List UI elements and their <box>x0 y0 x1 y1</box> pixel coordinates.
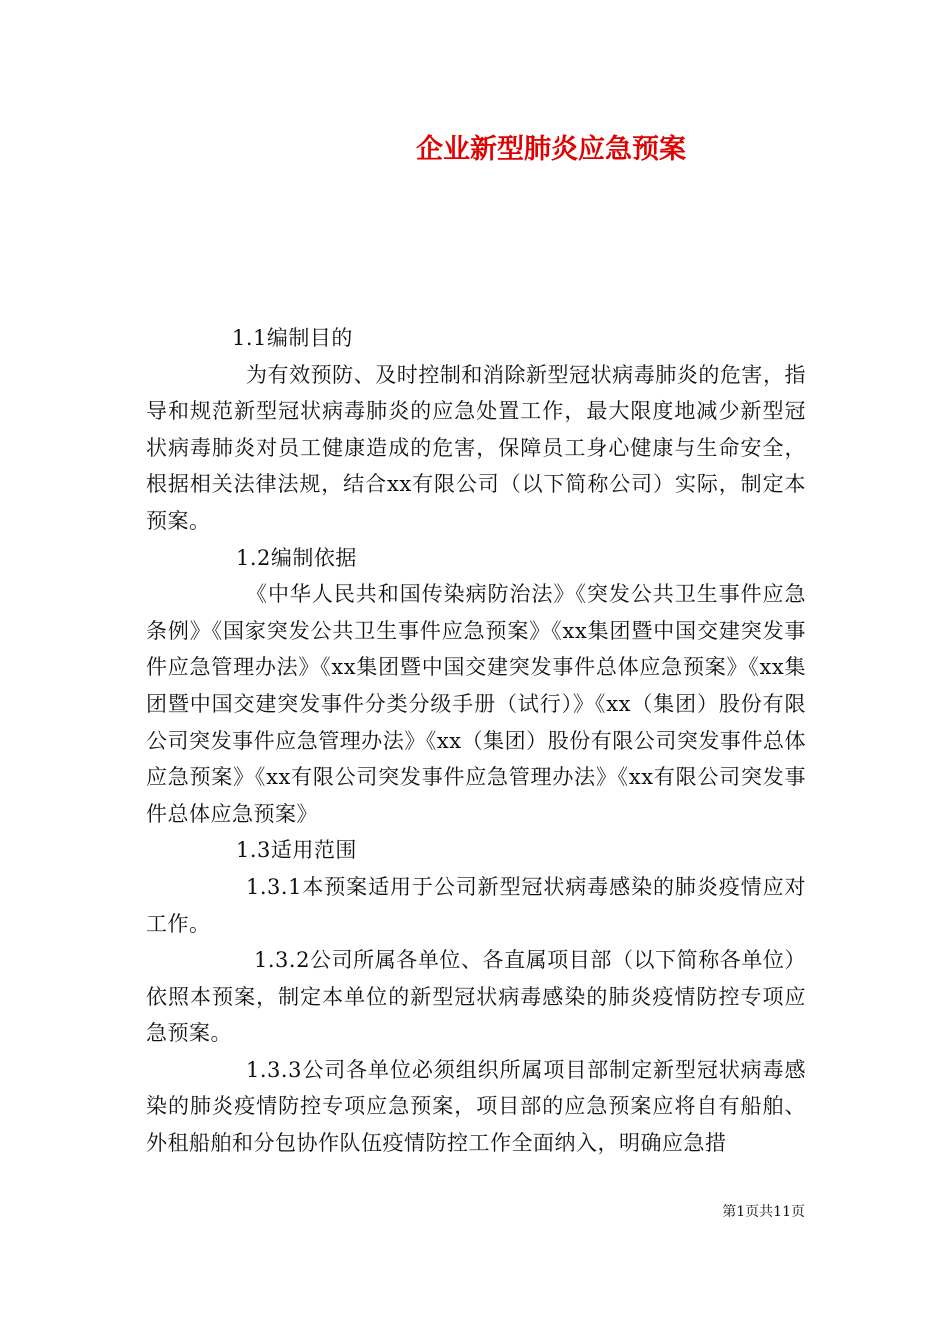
section-heading-1-1: 1.1编制目的 <box>232 326 353 350</box>
page-number: 第1页共11页 <box>722 1204 805 1220</box>
paragraph-basis: 《中华人民共和国传染病防治法》《突发公共卫生事件应急条例》《国家突发公共卫生事件应急预案》《xx集团暨中国交建突发事件应急管理办法》《xx集团暨中国交建突发事件总体应急预案》《xx集团暨中国交建突发事件分类分级手册（试行）》《xx（集团）股份有限公司突发事件应急管理办法》《xx（集团）股份有限公司突发事件总体应急预案》《xx有限公司突发事件应急管理办法》《xx有限公司突发事件总体应急预案》 <box>146 582 806 826</box>
section-heading-1-2: 1.2编制依据 <box>236 545 357 570</box>
document-body <box>146 320 806 1162</box>
paragraph-purpose: 为有效预防、及时控制和消除新型冠状病毒肺炎的危害，指导和规范新型冠状病毒肺炎的应急处置工作，最大限度地减少新型冠状病毒肺炎对员工健康造成的危害，保障员工身心健康与生命安全，根据相关法律法规，结合xx有限公司（以下简称公司）实际，制定本预案。 <box>146 362 806 533</box>
section-heading-1-3: 1.3适用范围 <box>236 838 357 863</box>
paragraph-scope-1-3-3: 1.3.3公司各单位必须组织所属项目部制定新型冠状病毒感染的肺炎疫情防控专项应急预案，项目部的应急预案应将自有船舶、外租船舶和分包协作队伍疫情防控工作全面纳入，明确应急措 <box>146 1057 806 1156</box>
paragraph-scope-1-3-2: 1.3.2公司所属各单位、各直属项目部（以下简称各单位）依照本预案，制定本单位的新型冠状病毒感染的肺炎疫情防控专项应急预案。 <box>146 948 806 1046</box>
paragraph-scope-1-3-1: 1.3.1本预案适用于公司新型冠状病毒感染的肺炎疫情应对工作。 <box>146 874 806 936</box>
document-title: 企业新型肺炎应急预案 <box>416 134 686 165</box>
